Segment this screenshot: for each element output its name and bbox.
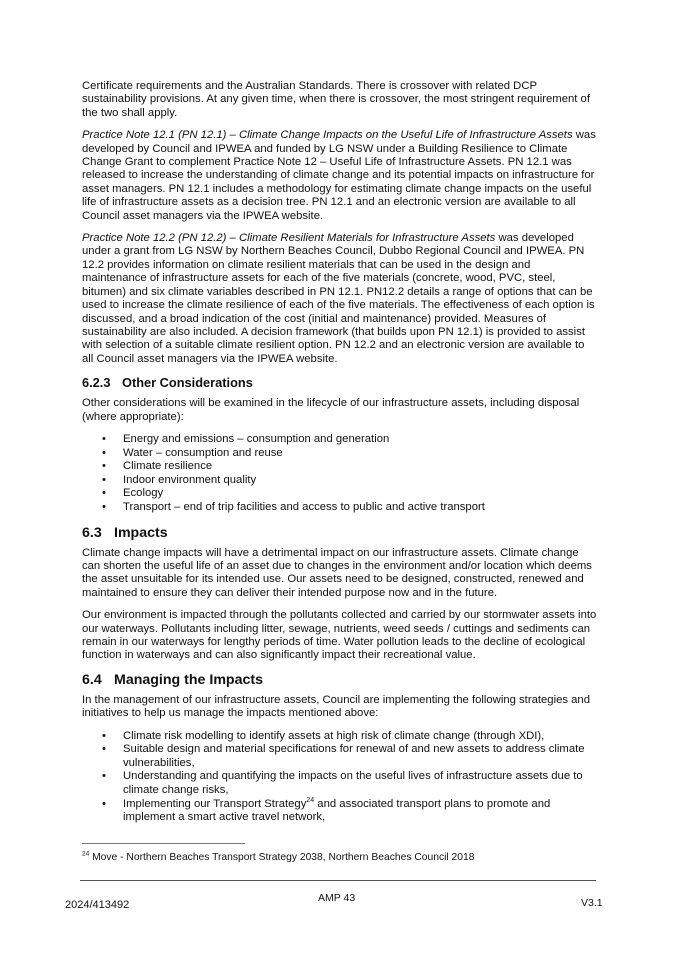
pn121-paragraph	[82, 129, 597, 223]
pn121-body: was developed by Council and IPWEA and funded by LG NSW under a Building Resilience to Climate Change Grant to complement Practice Note 12 – Useful Life of Infrastructure Assets. PN 12.1 was released to increase the understanding of climate change and its potential impacts on infrastructure for asset managers. PN 12.1 includes a methodology for estimating climate change impacts on the useful life of infrastructure assets as a decision tree. PN 12.1 and an electronic version are available to all Council asset managers via the IPWEA website.	[82, 129, 596, 222]
pn122-body: was developed under a grant from LG NSW by Northern Beaches Council, Dubbo Regional Council and IPWEA. PN 12.2 provides information on climate resilient materials that can be used in the design and maintenance of infrastructure assets for each of the five materials (concrete, wood, PVC, steel, bitumen) and six climate variables described in PN 12.1. PN12.2 details a range of options that can be used to increase the climate resilience of each of the five materials. The effectiveness of each option is discussed, and a broad indication of the cost (initial and maintenance) provided. Measures of sustainability are also included. A decision framework (that builds upon PN 12.1) is provided to assist with selection of a suitable climate resilient option. PN 12.2 and an electronic version are available to all Council asset managers via the IPWEA website.	[82, 232, 595, 365]
section-number: 6.3	[82, 524, 102, 541]
bullet-icon: •	[102, 743, 106, 756]
list-item: • Implementing our Transport Strategy$^{24}$ and associated transport plans to promote and implement a smart active travel network,	[102, 796, 551, 824]
strategies-list	[82, 730, 597, 825]
list-item: • Understanding and quantifying the impacts on the useful lives of infrastructure assets due to climate change risks,	[102, 770, 583, 796]
pn121-title: Practice Note 12.1 (PN 12.1) – Climate Change Impacts on the Useful Life of Infrastructure Assets	[82, 129, 573, 142]
footnote-reference[interactable]: 24	[306, 796, 315, 804]
list-item: • Indoor environment quality	[102, 473, 257, 486]
section-623-intro: Other considerations will be examined in the lifecycle of our infrastructure assets, including disposal (where appropriate):	[82, 397, 580, 423]
impacts-paragraph-1: Climate change impacts will have a detrimental impact on our infrastructure assets. Climate change can shorten the useful life of an asset due to changes in the environment and/or location which deems the asset unsuitable for its intended use. Our assets need to be designed, constructed, renewed and maintained to ensure they can deliver their intended purpose now and in the future.	[82, 546, 592, 599]
page-body	[82, 80, 597, 835]
section-title: Managing the Impacts	[114, 671, 263, 688]
footnote-marker: 24	[82, 850, 90, 858]
impacts-paragraph-2: Our environment is impacted through the pollutants collected and carried by our stormwater assets into our waterways. Pollutants including litter, sewage, nutrients, weed seeds / cuttings and sediments can remain in our waterways for lengthy periods of time. Water pollution leads to the decline of ecological function in waterways and can also significantly impact their recreational value.	[82, 609, 597, 662]
section-title: Other Considerations	[122, 375, 253, 391]
bullet-icon: •	[102, 460, 106, 473]
bullet-icon: •	[102, 729, 106, 742]
section-63-heading	[82, 525, 597, 541]
list-item: • Energy and emissions – consumption and generation	[102, 432, 390, 445]
bullet-icon: •	[102, 770, 106, 783]
section-number: 6.4	[82, 671, 102, 688]
document-id: 2024/413492	[65, 899, 130, 911]
section-64-heading	[82, 672, 597, 688]
section-64-intro: In the management of our infrastructure assets, Council are implementing the following strategies and initiatives to help us manage the impacts mentioned above:	[82, 693, 591, 720]
section-title: Impacts	[114, 524, 168, 541]
page-number: AMP 43	[318, 892, 356, 904]
pn122-title: Practice Note 12.2 (PN 12.2) – Climate Resilient Materials for Infrastructure Assets	[82, 232, 496, 245]
footer-divider	[80, 880, 596, 881]
list-item: • Climate risk modelling to identify assets at high risk of climate change (through XDI),	[102, 729, 545, 742]
footnote	[82, 852, 474, 864]
footnote-separator	[82, 843, 245, 844]
bullet-icon: •	[102, 432, 106, 445]
list-item: • Climate resilience	[102, 460, 213, 473]
bullet-icon: •	[102, 500, 106, 513]
considerations-list	[82, 433, 597, 515]
pn122-paragraph	[82, 232, 597, 366]
version-label: V3.1	[581, 897, 603, 909]
list-item: • Ecology	[102, 487, 164, 500]
list-item: • Water – consumption and reuse	[102, 446, 283, 459]
bullet-icon: •	[102, 473, 106, 486]
list-item: • Transport – end of trip facilities and access to public and active transport	[102, 500, 485, 513]
bullet-icon: •	[102, 797, 106, 810]
section-623-heading	[82, 375, 597, 390]
intro-paragraph: Certificate requirements and the Australian Standards. There is crossover with related DCP sustainability provisions. At any given time, when there is crossover, the most stringent requirement of the two shall apply.	[82, 80, 590, 119]
list-item: • Suitable design and material specifications for renewal of and new assets to address climate vulnerabilities,	[102, 743, 585, 769]
footnote-text: Move - Northern Beaches Transport Strategy 2038, Northern Beaches Council 2018	[89, 852, 475, 863]
bullet-icon: •	[102, 487, 106, 500]
bullet-icon: •	[102, 446, 106, 459]
section-number: 6.2.3	[82, 375, 111, 391]
